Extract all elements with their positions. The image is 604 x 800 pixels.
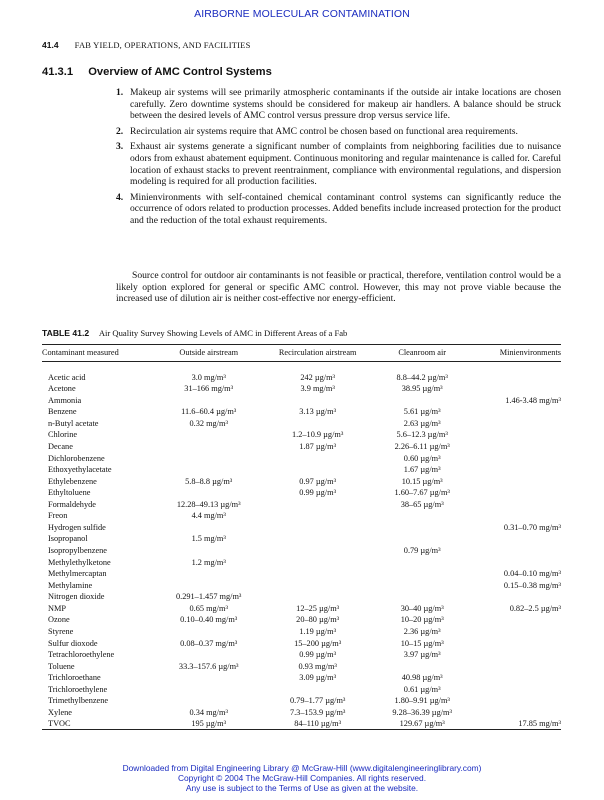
contaminant-name-cell: Acetic acid [48, 372, 86, 382]
measurement-cell [159, 395, 259, 407]
measurement-cell [468, 372, 561, 384]
measurement-cell [159, 545, 259, 557]
contaminant-name-cell: Methylamine [48, 580, 93, 590]
contaminant-name-cell: Toluene [48, 661, 75, 671]
measurement-cell [468, 649, 561, 661]
measurement-cell: 17.85 mg/m³ [518, 719, 561, 729]
measurement-cell: 38–65 µg/m³ [400, 499, 444, 509]
measurement-cell [159, 441, 259, 453]
measurement-cell: 1.87 µg/m³ [299, 441, 337, 451]
measurement-cell [259, 418, 377, 430]
list-item-number: 4. [116, 191, 124, 203]
measurement-cell [377, 522, 468, 534]
table-row [42, 568, 561, 580]
measurement-cell [468, 499, 561, 511]
contaminant-name-cell: Tetrachloroethylene [48, 650, 115, 660]
table-row [42, 580, 561, 592]
contaminant-name-cell: Chlorine [48, 430, 78, 440]
measurement-cell [468, 533, 561, 545]
contaminant-name-cell: Methylethylketone [48, 557, 111, 567]
contaminant-name-cell: Ozone [48, 615, 70, 625]
measurement-cell: 84–110 µg/m³ [294, 719, 342, 729]
measurement-cell: 1.2–10.9 µg/m³ [292, 430, 344, 440]
section-heading [42, 66, 272, 78]
measurement-cell [259, 464, 377, 476]
contaminant-name-cell: Ammonia [48, 395, 82, 405]
measurement-cell: 11.6–60.4 µg/m³ [181, 407, 237, 417]
measurement-cell [468, 684, 561, 696]
contaminant-name-cell: NMP [48, 603, 66, 613]
contaminant-name-cell: Trichloroethane [48, 673, 101, 683]
table-row [42, 545, 561, 557]
page-number: 41.4 [42, 40, 59, 50]
table-row [42, 383, 561, 395]
contaminant-name-cell: Benzene [48, 407, 77, 417]
contaminant-name-cell: Methylmercaptan [48, 569, 107, 579]
measurement-cell [468, 545, 561, 557]
list-item-text: Exhaust air systems generate a significant number of complaints from neighboring facilities due to nuisance odors from exhaust abatement equipment. Continuous monitoring and regular maintenance is called for. Careful location of exhaust stacks to prevent reentrainment, compliance with environmental regulations, and dispersion modeling is required for all production facilities. [130, 141, 561, 188]
measurement-cell: 12.28–49.13 µg/m³ [176, 499, 241, 509]
measurement-cell [159, 695, 259, 707]
column-header: Recirculation airstream [278, 348, 357, 357]
column-header: Contaminant measured [42, 348, 119, 357]
measurement-cell: 1.2 mg/m³ [191, 557, 226, 567]
measurement-cell [377, 510, 468, 522]
measurement-cell [468, 661, 561, 673]
table-row [42, 638, 561, 650]
measurement-cell: 4.4 mg/m³ [191, 511, 226, 521]
table-row [42, 695, 561, 707]
measurement-cell: 5.8–8.8 µg/m³ [185, 476, 233, 486]
measurement-cell: 0.291–1.457 mg/m³ [176, 592, 242, 602]
contaminant-name-cell: Ethyltoluene [48, 488, 91, 498]
measurement-cell: 195 µg/m³ [191, 719, 227, 729]
measurement-cell [259, 557, 377, 569]
measurement-cell: 1.19 µg/m³ [299, 626, 337, 636]
measurement-cell: 2.36 µg/m³ [403, 626, 441, 636]
measurement-cell [159, 580, 259, 592]
measurement-cell: 0.65 mg/m³ [189, 603, 228, 613]
list-item-text: Makeup air systems will see primarily atmospheric contaminants if the outside air intake locations are chosen carefully. Zero downtime systems should be considered for makeup air handlers. A balance should be struck between the desired levels of AMC control versus pressure drop versus service life. [130, 87, 561, 122]
measurement-cell: 10.15 µg/m³ [401, 476, 443, 486]
measurement-cell [468, 453, 561, 465]
download-footer [0, 763, 604, 793]
measurement-cell: 2.63 µg/m³ [403, 418, 441, 428]
footer-download-line[interactable]: Downloaded from Digital Engineering Library @ McGraw-Hill (www.digitalengineeringlibrary.com) [122, 763, 482, 773]
footer-copyright-line: Copyright © 2004 The McGraw-Hill Companies. All rights reserved. [177, 773, 427, 783]
measurement-cell [159, 522, 259, 534]
table-row [42, 649, 561, 661]
table-row [42, 372, 561, 384]
measurement-cell: 1.46-3.48 mg/m³ [505, 395, 561, 405]
contaminant-name-cell: Isopropylbenzene [48, 546, 107, 555]
measurement-cell [468, 557, 561, 569]
measurement-cell: 15–200 µg/m³ [294, 638, 342, 648]
table-row [42, 626, 561, 638]
contaminant-name-cell: Sulfur dioxode [48, 638, 98, 648]
measurement-cell: 0.34 mg/m³ [189, 707, 228, 717]
measurement-cell: 0.61 µg/m³ [403, 684, 441, 694]
measurement-cell: 40.98 µg/m³ [401, 673, 443, 683]
contaminant-name-cell: Ethoxyethylacetate [48, 465, 112, 475]
list-item-number: 2. [116, 125, 124, 137]
measurement-cell [468, 429, 561, 441]
measurement-cell: 0.04–0.10 mg/m³ [503, 569, 561, 579]
table-row [42, 476, 561, 488]
contaminant-name-cell: Freon [48, 511, 68, 521]
measurement-cell: 12–25 µg/m³ [296, 603, 340, 613]
measurement-cell [377, 580, 468, 592]
table-body [42, 360, 561, 730]
measurement-cell: 0.15–0.38 mg/m³ [503, 580, 561, 590]
measurement-cell [377, 395, 468, 407]
measurement-cell [468, 707, 561, 719]
measurement-cell [259, 499, 377, 511]
contaminant-name-cell: Isopropanol [48, 534, 88, 544]
measurement-cell: 9.28–36.39 µg/m³ [392, 707, 452, 717]
measurement-cell: 1.5 mg/m³ [191, 534, 226, 544]
measurement-cell [468, 476, 561, 488]
table-row [42, 614, 561, 626]
measurement-cell: 0.79–1.77 µg/m³ [289, 696, 346, 706]
measurement-cell: 2.26–6.11 µg/m³ [394, 441, 450, 451]
measurement-cell [159, 464, 259, 476]
measurement-cell: 8.8–44.2 µg/m³ [396, 372, 448, 382]
measurement-cell [159, 429, 259, 441]
measurement-cell [468, 383, 561, 395]
measurement-cell [259, 533, 377, 545]
measurement-cell [259, 545, 377, 557]
measurement-cell: 10–15 µg/m³ [400, 638, 444, 648]
measurement-cell [259, 684, 377, 696]
list-item-number: 3. [116, 141, 124, 153]
column-header: Cleanroom air [398, 348, 447, 357]
measurement-cell: 0.31–0.70 mg/m³ [503, 522, 561, 532]
contaminant-name-cell: Dichlorobenzene [48, 453, 105, 463]
numbered-list [116, 87, 561, 231]
contaminant-name-cell: Hydrogen sulfide [48, 522, 106, 532]
table-row [42, 707, 561, 719]
measurement-cell: 30–40 µg/m³ [400, 603, 444, 613]
table-caption [42, 328, 347, 338]
measurement-cell [159, 672, 259, 684]
table-row [42, 429, 561, 441]
table-header-row [42, 345, 561, 360]
measurement-cell [159, 684, 259, 696]
section-number: 41.3.1 [42, 66, 74, 78]
measurement-cell [468, 441, 561, 453]
measurement-cell [468, 638, 561, 650]
measurement-cell [468, 510, 561, 522]
table-row [42, 533, 561, 545]
measurement-cell [468, 672, 561, 684]
measurement-cell [159, 568, 259, 580]
measurement-cell [259, 453, 377, 465]
measurement-cell: 0.99 µg/m³ [299, 650, 337, 660]
contaminant-name-cell: n-Butyl acetate [48, 418, 99, 428]
measurement-cell: 0.93 mg/m³ [298, 661, 337, 671]
measurement-cell: 10–20 µg/m³ [400, 615, 444, 625]
table-label: TABLE 41.2 [42, 328, 90, 338]
list-item-text: Recirculation air systems require that AMC control be chosen based on functional area requirements. [130, 125, 518, 137]
measurement-cell [468, 591, 561, 603]
measurement-cell: 1.80–9.91 µg/m³ [394, 696, 450, 706]
list-item [116, 87, 561, 122]
measurement-cell [377, 661, 468, 673]
column-header: Outside airstream [179, 348, 239, 357]
measurement-cell: 0.60 µg/m³ [403, 453, 441, 463]
measurement-cell [468, 418, 561, 430]
contaminant-name-cell: TVOC [48, 719, 71, 729]
measurement-cell: 129.67 µg/m³ [399, 719, 445, 729]
measurement-cell: 0.79 µg/m³ [403, 546, 441, 555]
measurement-cell [259, 568, 377, 580]
measurement-cell [259, 522, 377, 534]
contaminant-name-cell: Trimethylbenzene [48, 696, 109, 706]
list-item [116, 141, 561, 187]
measurement-cell: 0.82–2.5 µg/m³ [509, 603, 561, 613]
measurement-cell [468, 695, 561, 707]
measurement-cell [468, 464, 561, 476]
measurement-cell: 33.3–157.6 µg/m³ [178, 661, 239, 671]
list-item [116, 126, 561, 138]
measurement-cell [468, 626, 561, 638]
measurement-cell [159, 649, 259, 661]
measurement-cell: 7.3–153.9 µg/m³ [289, 707, 346, 717]
measurement-cell: 3.09 µg/m³ [299, 673, 337, 683]
table-row [42, 464, 561, 476]
column-header: Minienvironments [499, 348, 561, 357]
measurement-cell [159, 626, 259, 638]
measurement-cell: 1.60–7.67 µg/m³ [394, 488, 450, 498]
measurement-cell [259, 580, 377, 592]
measurement-cell [377, 533, 468, 545]
contaminant-name-cell: Trichloroethylene [48, 684, 108, 694]
section-title: Overview of AMC Control Systems [88, 66, 272, 78]
contaminant-name-cell: Decane [48, 441, 73, 451]
measurement-cell: 3.97 µg/m³ [403, 650, 441, 660]
list-item-text: Minienvironments with self-contained chemical contaminant control systems can significantly reduce the occurrence of odors related to production processes. Added benefits include increased protection for the product and the reduction of the total exhaust requirements. [130, 191, 561, 226]
table-row [42, 718, 561, 730]
measurement-cell [159, 453, 259, 465]
measurement-cell [377, 591, 468, 603]
table-row [42, 406, 561, 418]
measurement-cell: 3.13 µg/m³ [299, 407, 337, 417]
measurement-cell: 0.99 µg/m³ [299, 488, 337, 498]
table-row [42, 487, 561, 499]
measurement-cell [468, 406, 561, 418]
measurement-cell: 5.61 µg/m³ [403, 407, 441, 417]
table-row [42, 684, 561, 696]
table-row [42, 661, 561, 673]
table-row [42, 395, 561, 407]
table-row [42, 418, 561, 430]
table-row [42, 510, 561, 522]
measurement-cell [468, 614, 561, 626]
measurement-cell [377, 568, 468, 580]
list-item-number: 1. [116, 87, 124, 98]
list-item [116, 192, 561, 227]
measurement-cell: 3.9 mg/m³ [300, 384, 335, 394]
running-head [42, 40, 251, 50]
measurement-cell [159, 487, 259, 499]
contaminant-name-cell: Nitrogen dioxide [48, 592, 105, 602]
contaminant-name-cell: Ethylebenzene [48, 476, 97, 486]
table-spacer-row [42, 360, 561, 372]
contaminant-name-cell: Formaldehyde [48, 499, 96, 509]
measurement-cell: 242 µg/m³ [300, 372, 336, 382]
measurement-cell [377, 557, 468, 569]
measurement-cell: 3.0 mg/m³ [191, 372, 226, 382]
table-row [42, 499, 561, 511]
table-row [42, 441, 561, 453]
contaminant-name-cell: Acetone [48, 384, 76, 394]
measurement-cell: 1.67 µg/m³ [403, 465, 441, 475]
table-row [42, 453, 561, 465]
contaminant-name-cell: Xylene [48, 707, 72, 717]
measurement-cell: 0.08–0.37 mg/m³ [180, 638, 238, 648]
table-row [42, 603, 561, 615]
measurement-cell: 20–80 µg/m³ [296, 615, 340, 625]
body-paragraph: Source control for outdoor air contaminants is not feasible or practical, therefore, ventilation control would be a likely option explored for general or specific AMC control. However, this may not prove viable because the increased use of dilution air is neither cost-effective nor energy-efficient. [116, 270, 561, 305]
air-quality-table [42, 345, 561, 730]
table-row [42, 591, 561, 603]
measurement-cell: 38.95 µg/m³ [401, 384, 443, 394]
table-row [42, 522, 561, 534]
table-row [42, 557, 561, 569]
measurement-cell: 0.97 µg/m³ [299, 476, 337, 486]
table-row [42, 672, 561, 684]
measurement-cell: 31–166 mg/m³ [184, 384, 234, 394]
measurement-cell [259, 510, 377, 522]
footer-terms-line[interactable]: Any use is subject to the Terms of Use as given at the website. [185, 783, 419, 793]
measurement-cell: 0.10–0.40 mg/m³ [180, 615, 238, 625]
book-banner: AIRBORNE MOLECULAR CONTAMINATION [194, 8, 410, 20]
table-caption-text: Air Quality Survey Showing Levels of AMC in Different Areas of a Fab [98, 328, 348, 338]
measurement-cell [468, 487, 561, 499]
measurement-cell: 0.32 mg/m³ [189, 418, 228, 428]
measurement-cell: 5.6–12.3 µg/m³ [396, 430, 448, 440]
measurement-cell [259, 395, 377, 407]
running-head-title: FAB YIELD, OPERATIONS, AND FACILITIES [74, 40, 251, 50]
contaminant-name-cell: Styrene [48, 626, 74, 636]
measurement-cell [259, 591, 377, 603]
